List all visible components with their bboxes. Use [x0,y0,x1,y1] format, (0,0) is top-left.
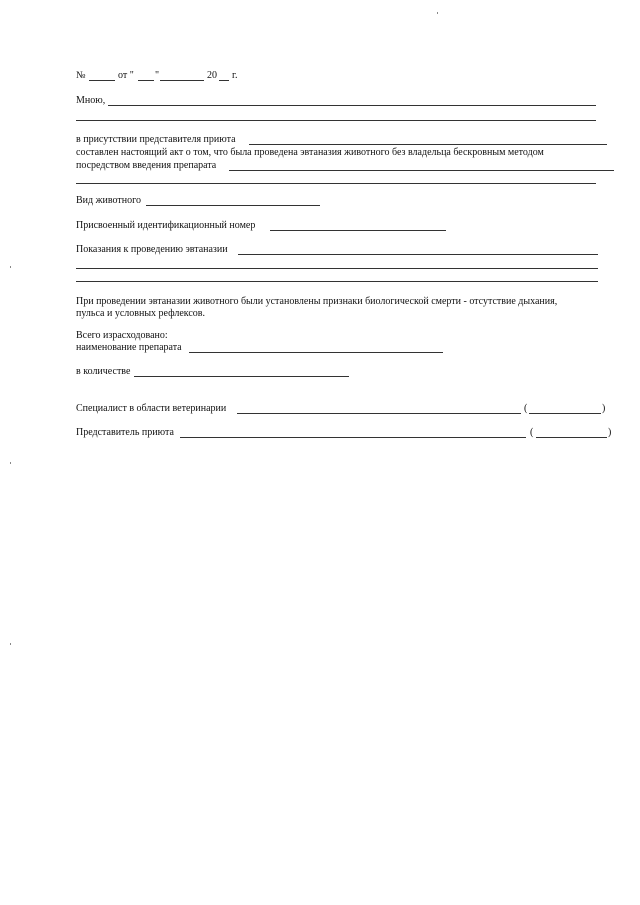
animal-kind-label: Вид животного [76,195,141,206]
death-signs-line-1: При проведении эвтаназии животного были установлены признаки биологической смерти - отсутствие дыхания, [76,296,558,307]
quantity-blank [134,376,349,377]
animal-kind-blank [146,205,320,206]
from-label: от " [118,70,134,81]
presence-blank [249,144,607,145]
quote-close: " [155,70,160,81]
scan-speck [10,266,11,268]
drug-method-blank-2 [76,183,596,184]
vet-specialist-name-blank [529,413,601,414]
composed-line-2: посредством введения препарата [76,160,217,171]
scan-speck [10,462,11,464]
indications-blank-3 [76,281,598,282]
scan-speck [437,12,438,14]
assigned-id-label: Присвоенный идентификационный номер [76,220,256,231]
year-prefix: 20 [207,70,217,81]
year-blank [219,80,229,81]
by-me-label: Мною, [76,95,106,106]
quantity-label: в количестве [76,366,131,377]
presence-label: в присутствии представителя приюта [76,134,236,145]
rep-paren-open: ( [530,427,534,438]
drug-method-blank [229,170,614,171]
total-spent-label: Всего израсходовано: [76,330,168,341]
drug-name-label: наименование препарата [76,342,182,353]
number-sign: № [76,70,86,81]
shelter-rep-name-blank [536,437,607,438]
day-blank [138,80,154,81]
indications-blank-2 [76,268,598,269]
vet-specialist-signature-blank [237,413,521,414]
death-signs-line-2: пульса и условных рефлексов. [76,308,206,319]
shelter-rep-label: Представитель приюта [76,427,174,438]
composed-line-1: составлен настоящий акт о том, что была проведена эвтаназия животного без владельца бескровным методом [76,147,544,158]
year-suffix: г. [232,70,238,81]
vet-specialist-label: Специалист в области ветеринарии [76,403,227,414]
drug-name-blank [189,352,443,353]
month-blank [160,80,204,81]
by-me-blank-2 [76,120,596,121]
act-number-blank [89,80,115,81]
vet-paren-close: ) [602,403,606,414]
assigned-id-blank [270,230,446,231]
rep-paren-close: ) [608,427,612,438]
scan-speck [10,643,11,645]
shelter-rep-signature-blank [180,437,526,438]
indications-blank [238,254,598,255]
indications-label: Показания к проведению эвтаназии [76,244,228,255]
vet-paren-open: ( [524,403,528,414]
by-me-blank [108,105,596,106]
